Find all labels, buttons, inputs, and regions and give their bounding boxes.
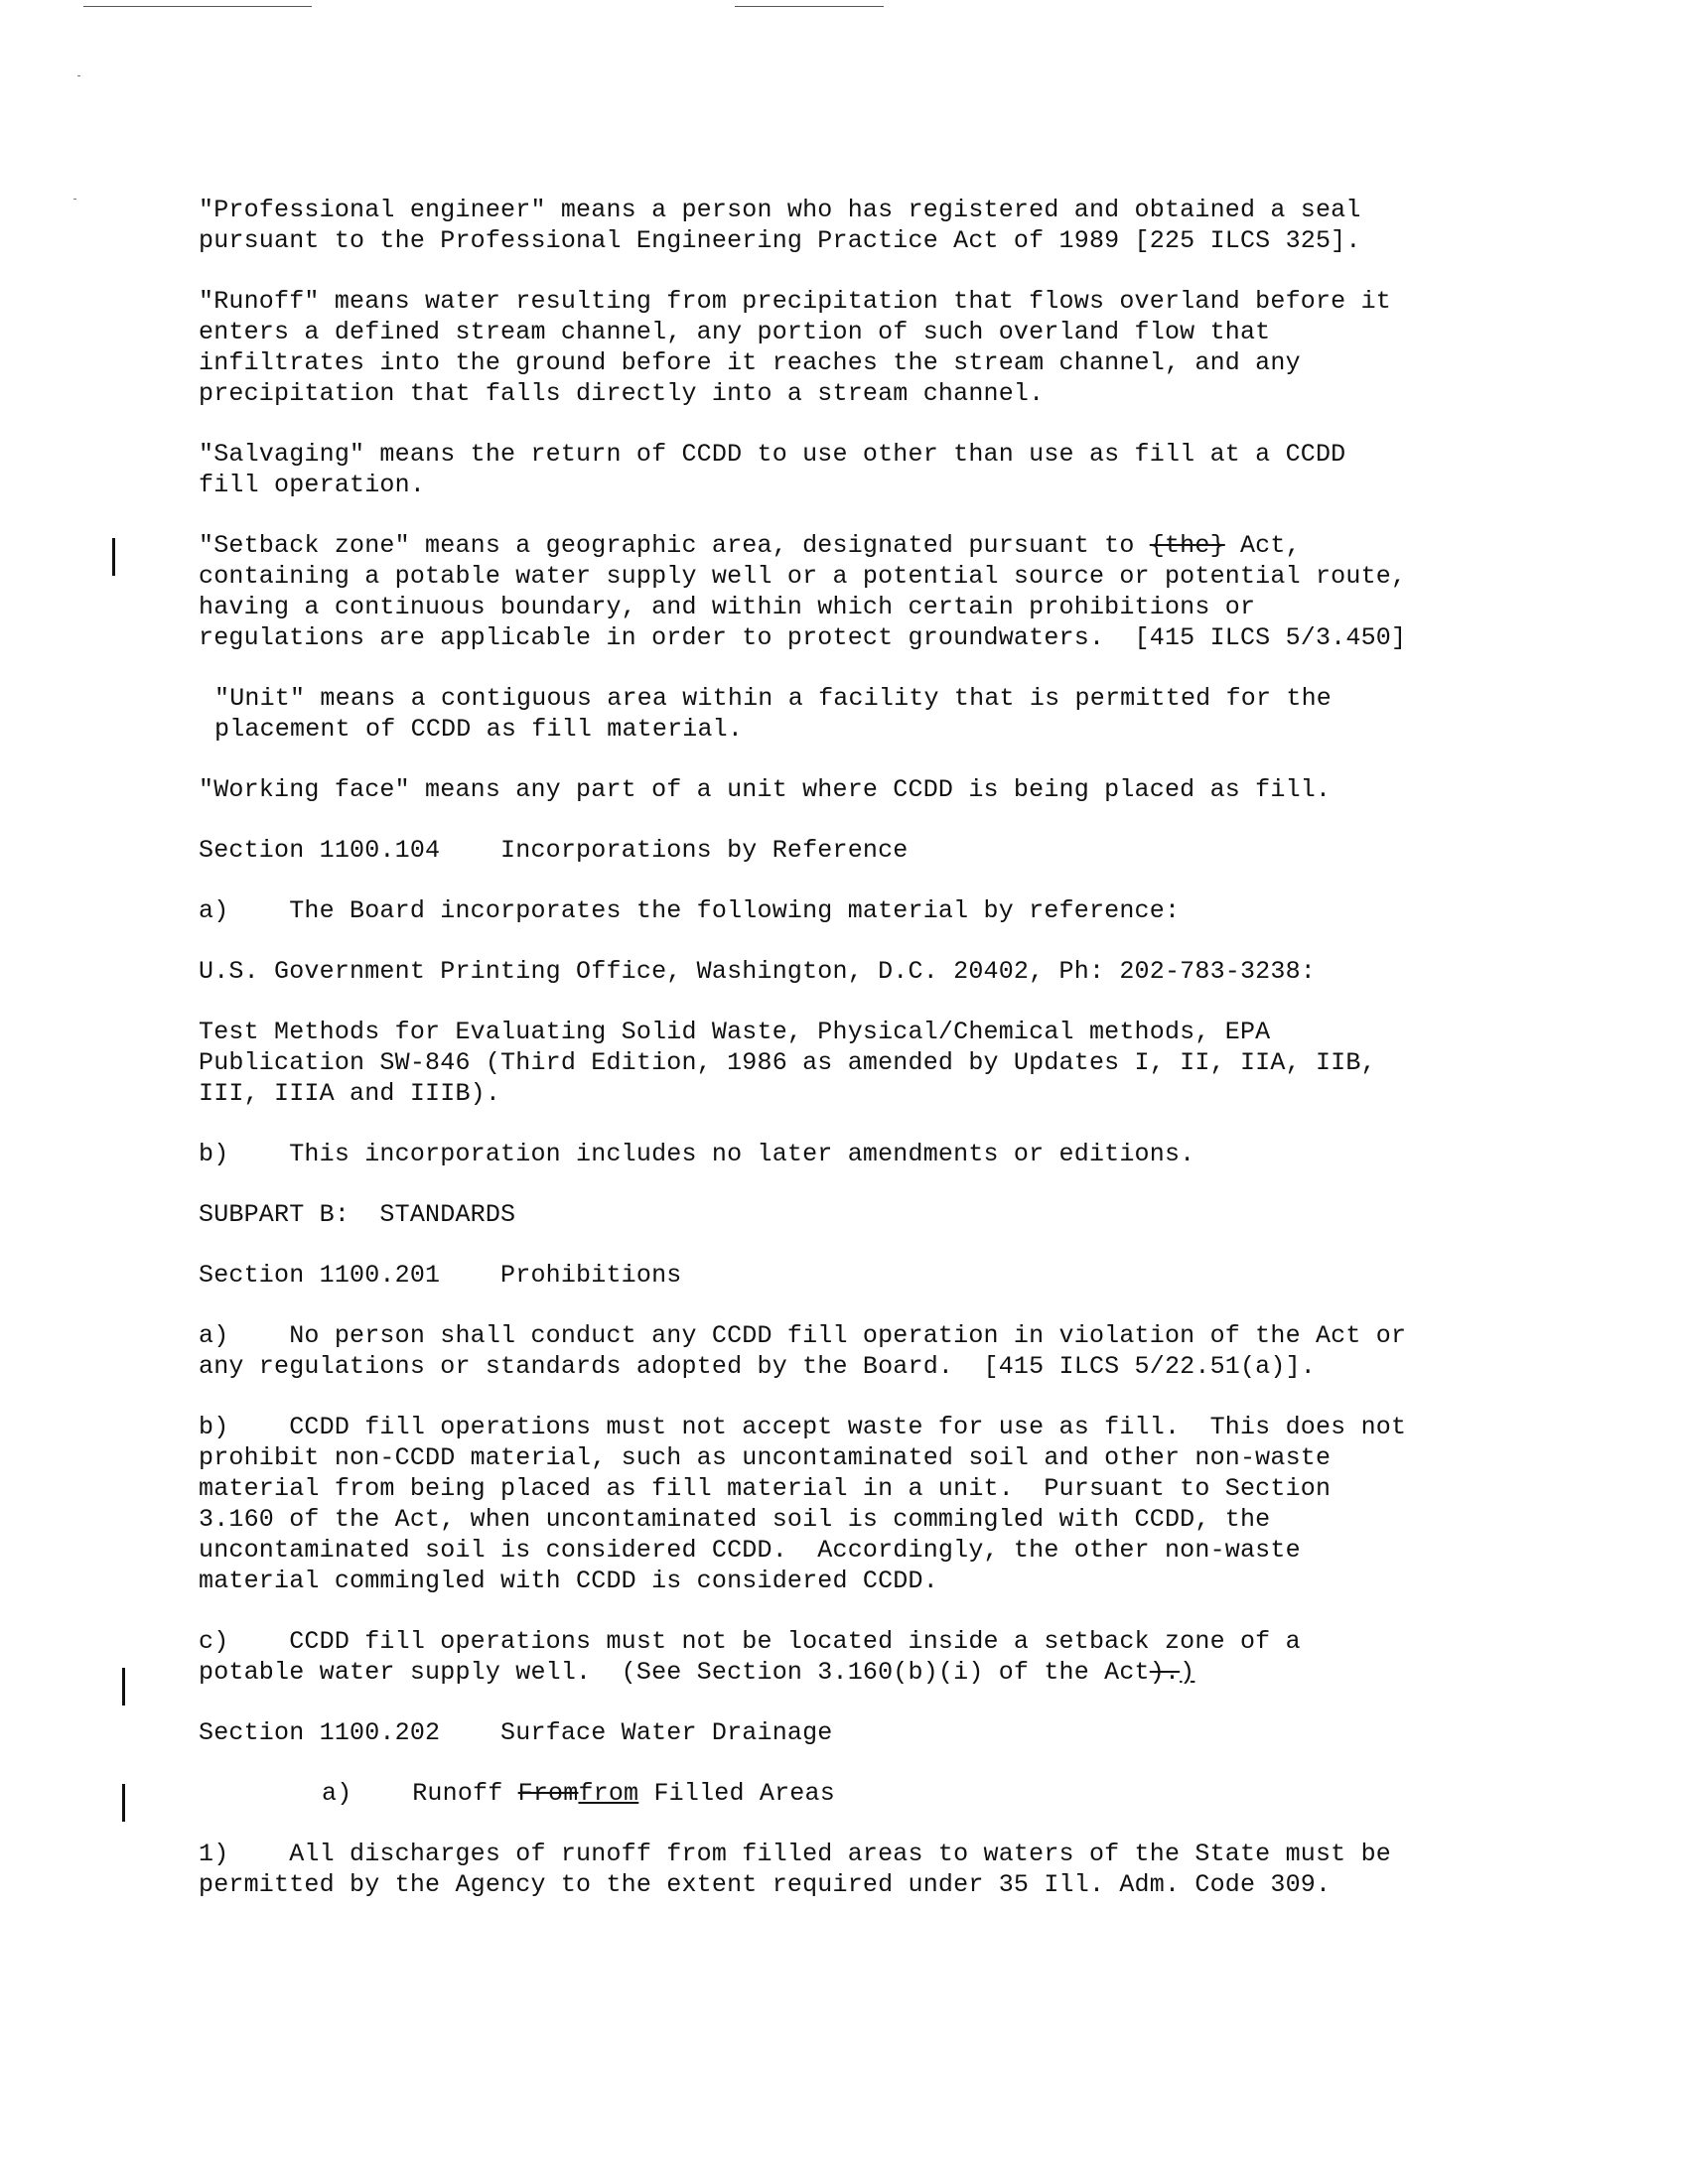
deleted-text: From bbox=[517, 1779, 579, 1808]
definition-unit: "Unit" means a contiguous area within a facility that is permitted for the placement of CCDD as fill material. bbox=[214, 684, 1332, 744]
subsection-a-incorporation: a) The Board incorporates the following material by reference: bbox=[199, 896, 1181, 925]
test-methods-reference: Test Methods for Evaluating Solid Waste, Physical/Chemical methods, EPA Publication SW-846 (Third Edition, 1986 as amended by Updates I, II, IIA, IIB, III, IIIA and IIIB). bbox=[199, 1018, 1376, 1108]
definition-professional-engineer: "Professional engineer" means a person who has registered and obtained a seal pursuant to the Professional Engineering Practice Act of 1989 [225 ILCS 325]. bbox=[199, 196, 1361, 255]
subsection-a-runoff-heading bbox=[199, 1778, 1529, 1809]
runoff-discharge-item-1: 1) All discharges of runoff from filled areas to waters of the State must be permitted by the Agency to the extent required under 35 Ill. Adm. Code 309. bbox=[199, 1840, 1391, 1899]
revision-change-bar bbox=[122, 1668, 125, 1706]
text-segment: c) CCDD fill operations must not be located inside a setback zone of a potable water supply well. (See Section 3.160(b)(i) of the Act bbox=[199, 1627, 1301, 1687]
section-heading-1100-201: Section 1100.201 Prohibitions bbox=[199, 1261, 682, 1290]
gpo-address: U.S. Government Printing Office, Washington, D.C. 20402, Ph: 202-783-3238: bbox=[199, 957, 1316, 986]
subpart-heading: SUBPART B: STANDARDS bbox=[199, 1200, 516, 1229]
revision-change-bar bbox=[112, 538, 115, 576]
text-segment: Filled Areas bbox=[638, 1779, 835, 1808]
document-body bbox=[199, 195, 1529, 1930]
inserted-text: from bbox=[578, 1779, 639, 1808]
deleted-text: ). bbox=[1149, 1658, 1181, 1687]
text-segment: "Setback zone" means a geographic area, designated pursuant to bbox=[199, 531, 1150, 560]
section-heading-1100-104: Section 1100.104 Incorporations by Reference bbox=[199, 836, 909, 865]
definition-working-face: "Working face" means any part of a unit where CCDD is being placed as fill. bbox=[199, 775, 1332, 804]
definition-setback-zone bbox=[199, 530, 1529, 653]
inserted-text: ) bbox=[1180, 1658, 1195, 1687]
section-heading-1100-202: Section 1100.202 Surface Water Drainage bbox=[199, 1718, 833, 1747]
deleted-text: {the} bbox=[1149, 531, 1225, 560]
prohibition-c bbox=[199, 1626, 1529, 1688]
subsection-b-no-amendments: b) This incorporation includes no later amendments or editions. bbox=[199, 1140, 1195, 1168]
text-segment: Act, containing a potable water supply well or a potential source or potential route, having a continuous boundary, and within which certain prohibitions or regulations are applicable in order to protect groundwaters. [415 ILCS 5/3.450] bbox=[199, 531, 1407, 652]
text-segment: a) Runoff bbox=[322, 1779, 518, 1808]
prohibition-b: b) CCDD fill operations must not accept waste for use as fill. This does not prohibit non-CCDD material, such as uncontaminated soil and other non-waste material from being placed as fill material in a unit. Pursuant to Section 3.160 of the Act, when uncontaminated soil is commingled with CCDD, the uncontaminated soil is considered CCDD. Accordingly, the other non-waste material commingled with CCDD is considered CCDD. bbox=[199, 1413, 1407, 1595]
definition-runoff: "Runoff" means water resulting from precipitation that flows overland before it enters a defined stream channel, any portion of such overland flow that infiltrates into the ground before it reaches the stream channel, and any precipitation that falls directly into a stream channel. bbox=[199, 287, 1391, 408]
revision-change-bar bbox=[122, 1784, 125, 1822]
scan-rule-top-left bbox=[83, 6, 312, 7]
scan-speck bbox=[73, 199, 76, 200]
prohibition-a: a) No person shall conduct any CCDD fill operation in violation of the Act or any regulations or standards adopted by the Board. [415 ILCS 5/22.51(a)]. bbox=[199, 1321, 1407, 1381]
definition-salvaging: "Salvaging" means the return of CCDD to use other than use as fill at a CCDD fill operation. bbox=[199, 440, 1346, 499]
scan-rule-top-center bbox=[735, 6, 884, 7]
scan-speck bbox=[77, 75, 80, 76]
